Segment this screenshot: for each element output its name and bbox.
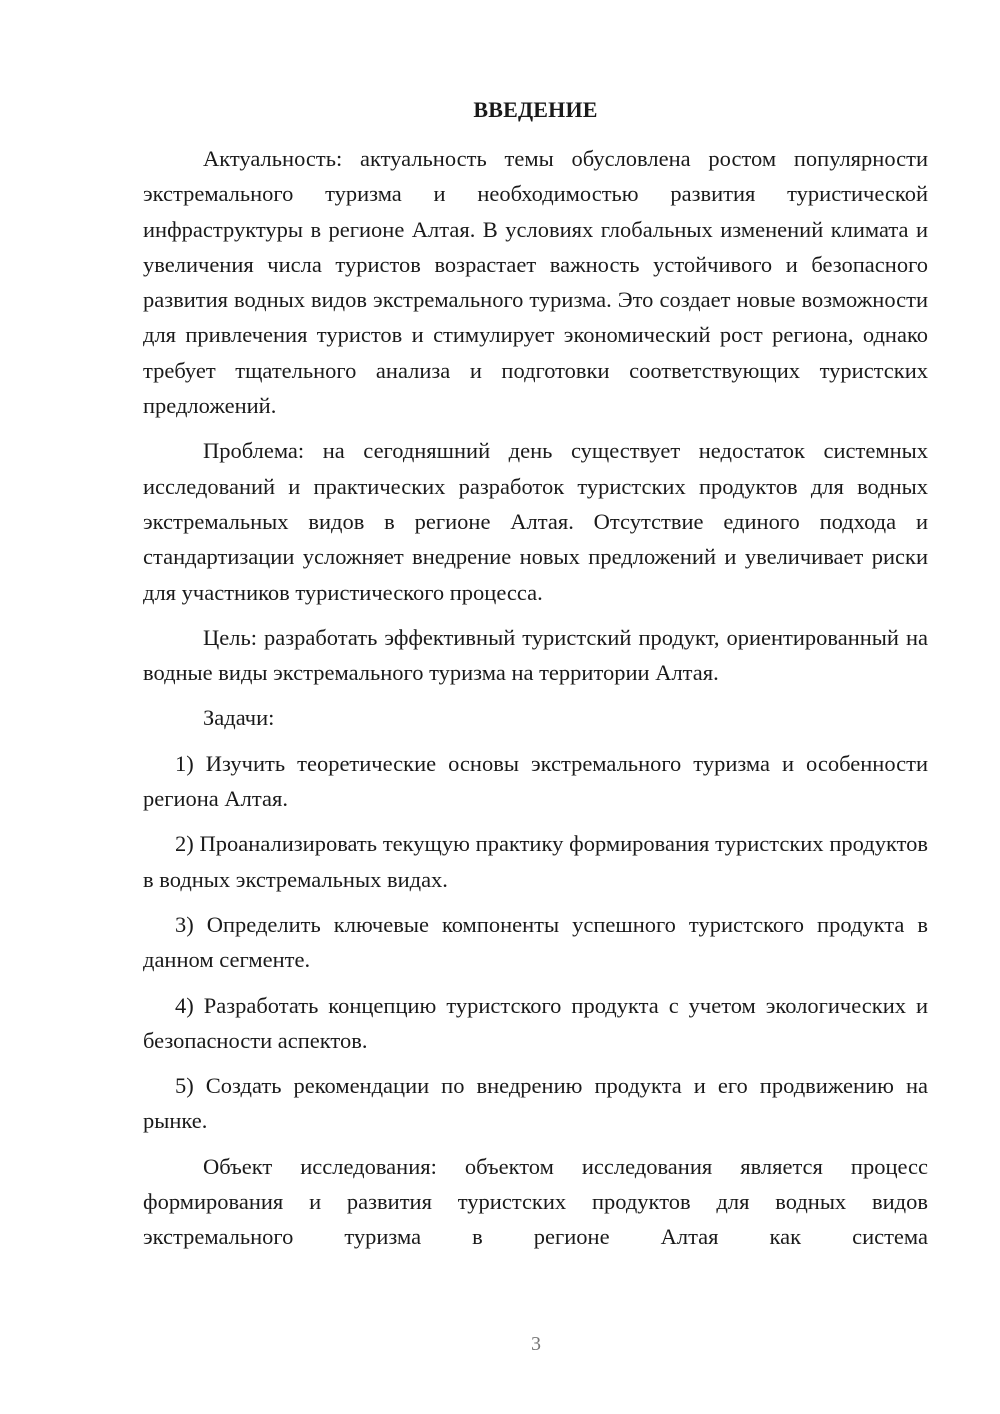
task-item: 4) Разработать концепцию туристского продукта с учетом экологических и безопасности аспектов. <box>143 992 928 1053</box>
task-item: 1) Изучить теоретические основы экстремального туризма и особенности региона Алтая. <box>143 750 928 812</box>
relevance-paragraph: Актуальность: актуальность темы обусловлена ростом популярности экстремального туризма и необходимостью развития туристической инфраструктуры в регионе Алтая. В условиях глобальных изменений климата и увеличения числа туристов возрастает важность устойчивого и безопасного развития водных видов экстремального туризма. Это создает новые возможности для привлечения туристов и стимулирует экономический рост региона, однако требует тщательного анализа и подготовки соответствующих туристских предложений. <box>143 146 928 419</box>
tasks-label: Задачи: <box>203 705 275 731</box>
task-item: 5) Создать рекомендации по внедрению продукта и его продвижению на рынке. <box>143 1073 928 1134</box>
task-item: 2) Проанализировать текущую практику формирования туристских продуктов в водных экстремальных видах. <box>143 831 928 892</box>
page-number: 3 <box>531 1333 541 1355</box>
task-item: 3) Определить ключевые компоненты успешного туристского продукта в данном сегменте. <box>143 911 928 973</box>
tasks-list <box>143 746 928 1139</box>
section-heading: ВВЕДЕНИЕ <box>473 97 598 122</box>
problem-paragraph: Проблема: на сегодняшний день существует недостаток системных исследований и практических разработок туристских продуктов для водных экстремальных видов в регионе Алтая. Отсутствие единого подхода и стандартизации усложняет внедрение новых предложений и увеличивает риски для участников туристического процесса. <box>143 438 928 605</box>
document-page <box>143 95 928 1265</box>
goal-paragraph: Цель: разработать эффективный туристский продукт, ориентированный на водные виды экстремального туризма на территории Алтая. <box>143 624 928 686</box>
object-paragraph: Объект исследования: объектом исследования является процесс формирования и развития туристских продуктов для водных видов экстремального туризма в регионе Алтая как система <box>143 1153 928 1250</box>
